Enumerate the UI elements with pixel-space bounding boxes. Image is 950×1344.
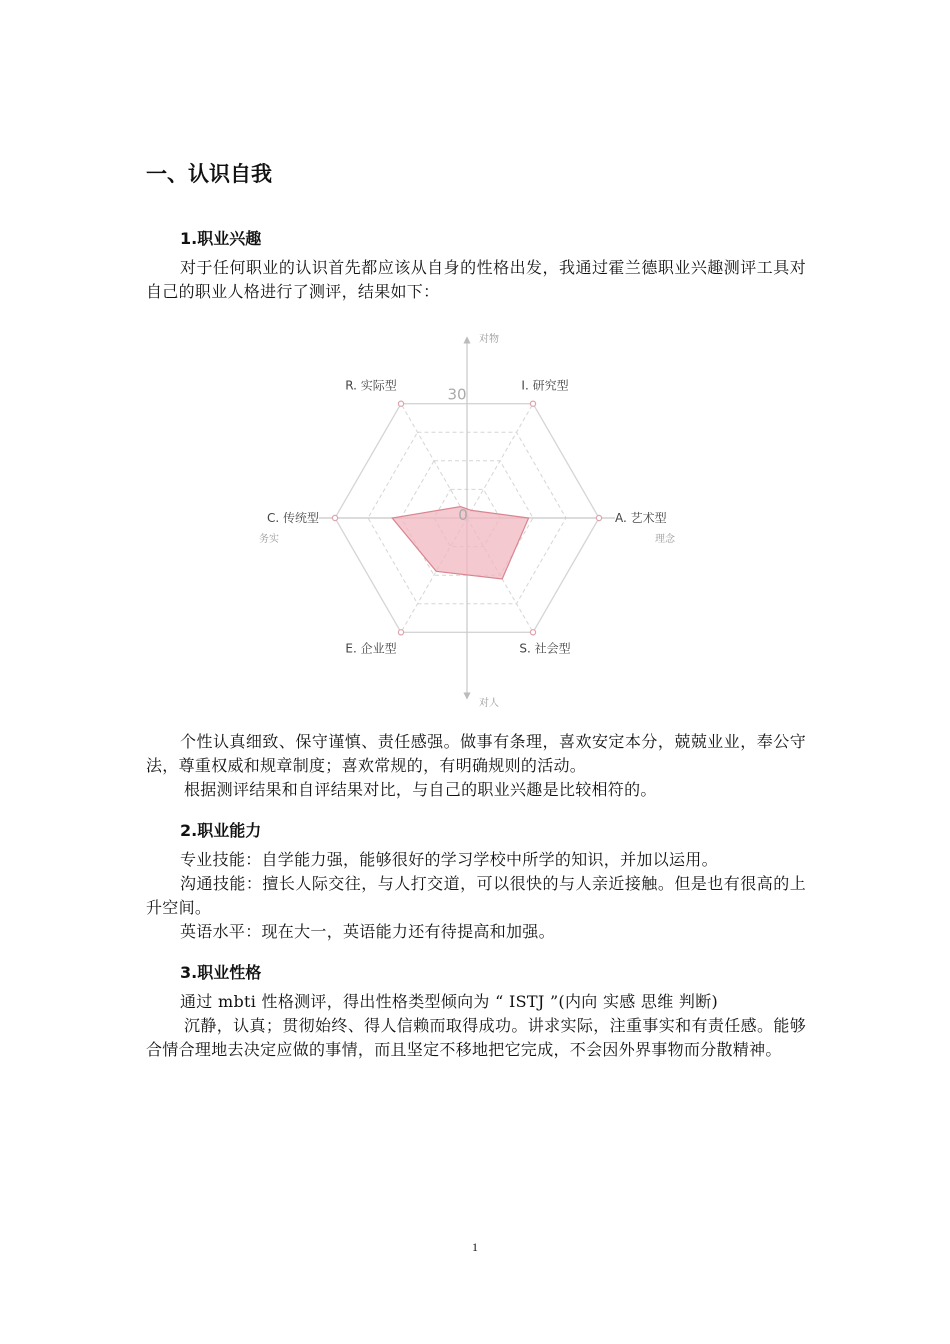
- personality-description-paragraph: 沉静，认真；贯彻始终、得人信赖而取得成功。讲求实际，注重事实和有责任感。能够合情合理地去决定应做的事情，而且坚定不移地把它完成，不会因外界事物而分散精神。: [146, 1016, 806, 1059]
- radar-vertex-dot: [398, 401, 403, 406]
- ability-heading: 2.职业能力: [180, 821, 262, 840]
- personality-heading: 3.职业性格: [180, 963, 262, 982]
- radar-category-label: A. 艺术型: [615, 511, 667, 525]
- radar-vertex-dot: [530, 401, 535, 406]
- radar-axis-end-label: 理念: [655, 534, 675, 545]
- radar-axis-end-label: 对物: [479, 334, 499, 345]
- radar-tick-label: 0: [458, 506, 468, 524]
- radar-vertex-dot: [596, 515, 601, 520]
- radar-category-label: C. 传统型: [266, 511, 319, 525]
- ability-communication-paragraph: 沟通技能：擅长人际交往，与人打交道，可以很快的与人亲近接触。但是也有很高的上升空间。: [146, 874, 806, 917]
- page-number: 1: [472, 1240, 478, 1254]
- radar-vertex-dot: [398, 630, 403, 635]
- radar-category-label: I. 研究型: [521, 378, 569, 393]
- ability-professional-paragraph: 专业技能：自学能力强，能够很好的学习学校中所学的知识，并加以运用。: [180, 850, 718, 869]
- interest-compare-paragraph: 根据测评结果和自评结果对比，与自己的职业兴趣是比较相符的。: [184, 780, 657, 799]
- interest-intro-paragraph: 对于任何职业的认识首先都应该从自身的性格出发，我通过霍兰德职业兴趣测评工具对自己的职业人格进行了测评，结果如下：: [146, 258, 806, 301]
- radar-vertex-dot: [530, 630, 535, 635]
- ability-english-paragraph: 英语水平：现在大一，英语能力还有待提高和加强。: [180, 922, 555, 941]
- interest-heading: 1.职业兴趣: [180, 229, 262, 248]
- personality-mbti-paragraph: 通过 mbti 性格测评，得出性格类型倾向为 “ ISTJ ”(内向 实感 思维 判断): [180, 992, 719, 1011]
- radar-axis-end-label: 对人: [479, 698, 499, 709]
- radar-axis-end-label: 务实: [259, 534, 279, 545]
- radar-tick-label: 30: [447, 385, 467, 404]
- radar-category-label: R. 实际型: [345, 378, 397, 393]
- interest-description-paragraph: 个性认真细致、保守谨慎、责任感强。做事有条理，喜欢安定本分，兢兢业业，奉公守法，尊重权威和规章制度；喜欢常规的，有明确规则的活动。: [146, 732, 806, 775]
- radar-category-label: E. 企业型: [345, 641, 397, 656]
- radar-vertex-dot: [332, 515, 337, 520]
- holland-radar-chart: [240, 322, 710, 718]
- radar-category-label: S. 社会型: [519, 641, 571, 656]
- section-title: 一、认识自我: [146, 162, 272, 186]
